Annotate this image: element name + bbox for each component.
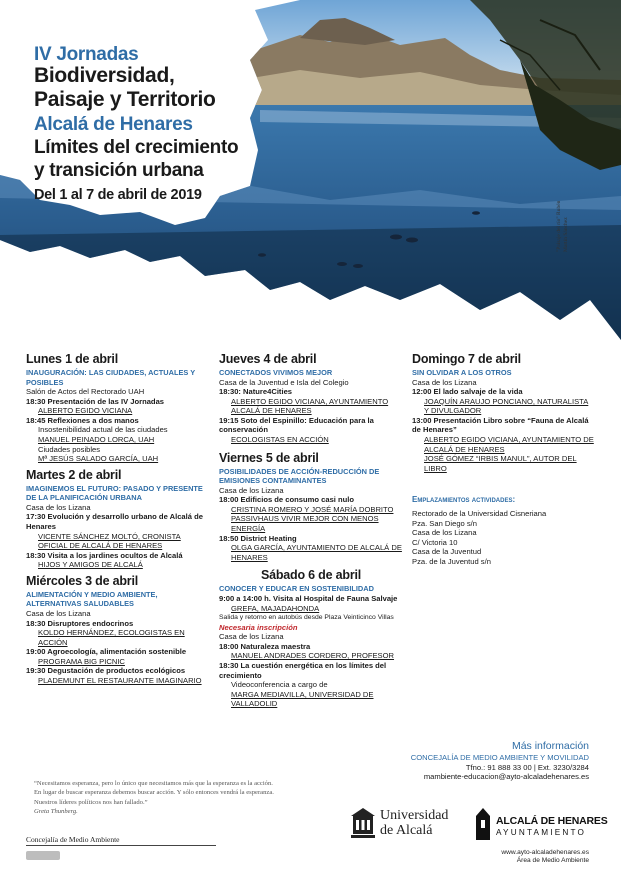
session-subtitle: CONECTADOS VIVIMOS MEJOR bbox=[219, 368, 333, 377]
venue-line: C/ Victoria 10 bbox=[412, 537, 458, 547]
speaker: PLADEMUNT EL RESTAURANTE IMAGINARIO bbox=[38, 676, 202, 686]
more-info-title: Más información bbox=[511, 740, 589, 752]
ayuntamiento-logo bbox=[474, 808, 608, 840]
speaker: MARGA MEDIAVILLA, UNIVERSIDAD DE VALLADOLID bbox=[231, 689, 374, 709]
bus-note: Salida y retorno en autobús desde Plaza Veinticinco Villas bbox=[219, 614, 394, 622]
venue-line: Casa de la Juventud bbox=[412, 547, 482, 557]
event-item: 19:00 Agroecología, alimentación sostenible bbox=[26, 647, 187, 657]
quote-line: “Necesitamos esperanza, pero lo único que necesitamos más que la esperanza es la acción. bbox=[34, 780, 273, 787]
talk-note: Videoconferencia a cargo de bbox=[231, 680, 328, 690]
venue: Casa de la Juventud e Isla del Colegio bbox=[219, 377, 349, 387]
phone-number: Tfno.: 91 888 33 00 | Ext. 3230/3284 bbox=[465, 762, 589, 772]
venue-line: Pza. de la Juventud s/n bbox=[412, 556, 491, 566]
venue-line: Rectorado de la Universidad Cisneriana bbox=[412, 508, 547, 518]
ayto-tower-icon bbox=[474, 808, 492, 840]
footer-web bbox=[501, 849, 589, 866]
event-item: 9:00 a 14:00 h. Visita al Hospital de Fauna Salvaje bbox=[219, 593, 398, 603]
program-column-3 bbox=[412, 352, 594, 567]
speaker: Mª JESÚS SALADO GARCÍA, UAH bbox=[38, 454, 159, 464]
speaker: ECOLOGISTAS EN ACCIÓN bbox=[231, 435, 329, 445]
speaker: HIJOS Y AMIGOS DE ALCALÁ bbox=[38, 560, 143, 570]
quote-block bbox=[34, 779, 364, 817]
email-link[interactable]: mambiente-educacion@ayto-alcaladehenares.es bbox=[423, 772, 589, 781]
event-item: 18:00 Naturaleza maestra bbox=[219, 641, 311, 651]
uah-name-line2: de Alcalá bbox=[380, 823, 433, 838]
universidad-alcala-logo bbox=[350, 806, 468, 842]
venue-line: Pza. San Diego s/n bbox=[412, 518, 478, 528]
event-item: 18:30 Disruptores endocrinos bbox=[26, 618, 134, 628]
speaker: ALBERTO EGIDO VICIANA, AYUNTAMIENTO ALCALÁ DE HENARES bbox=[231, 396, 389, 416]
session-subtitle: SIN OLVIDAR A LOS OTROS bbox=[412, 368, 512, 377]
speaker: CRISTINA ROMERO Y JOSÉ MARÍA DOBRITO PASSIVHAUS VIVIR MEJOR CON MENOS ENERGÍA bbox=[231, 504, 394, 534]
event-item: 18:30 Presentación de las IV Jornadas bbox=[26, 396, 165, 406]
day-heading: Martes 2 de abril bbox=[26, 467, 122, 482]
ayto-subtitle: AYUNTAMIENTO bbox=[496, 828, 587, 837]
speaker: MANUEL ANDRADES CORDERO, PROFESOR bbox=[231, 651, 395, 661]
program-column-1 bbox=[26, 352, 208, 686]
small-logo bbox=[26, 851, 60, 860]
talk-title: Ciudades posibles bbox=[38, 444, 101, 454]
session-subtitle: CONOCER Y EDUCAR EN SOSTENIBILIDAD bbox=[219, 584, 374, 594]
dates-title: Del 1 al 7 de abril de 2019 bbox=[34, 187, 202, 203]
quote-author: Greta Thunberg. bbox=[34, 808, 78, 816]
event-item: 18:30 Visita a los jardines ocultos de Alcalá bbox=[26, 550, 183, 560]
concejalia-label: Concejalía de Medio Ambiente bbox=[26, 835, 216, 846]
venue: Casa de los Lizana bbox=[219, 485, 284, 495]
speaker: PROGRAMA BIG PICNIC bbox=[38, 656, 125, 666]
edition-title: IV Jornadas bbox=[34, 44, 139, 65]
event-item: 19:30 Degustación de productos ecológicos bbox=[26, 666, 186, 676]
city-title: Alcalá de Henares bbox=[34, 114, 193, 135]
venue: Casa de los Lizana bbox=[26, 502, 91, 512]
event-item: 13:00 Presentación Libro sobre “Fauna de Alcalá de Henares” bbox=[412, 415, 589, 435]
theme-title-line2: y transición urbana bbox=[34, 160, 204, 181]
more-info-org: CONCEJALÍA DE MEDIO AMBIENTE Y MOVILIDAD bbox=[410, 753, 589, 762]
session-subtitle: POSIBILIDADES DE ACCIÓN-REDUCCIÓN DE EMISIONES CONTAMINANTES bbox=[219, 466, 380, 486]
event-item: 18:00 Edificios de consumo casi nulo bbox=[219, 495, 355, 505]
speaker: KOLDO HERNÁNDEZ, ECOLOGISTAS EN ACCIÓN bbox=[38, 628, 185, 647]
uah-emblem-icon bbox=[350, 806, 376, 840]
theme-title-line1: Límites del crecimiento bbox=[34, 137, 239, 158]
venue: Casa de los Lizana bbox=[219, 632, 284, 642]
speaker: GREFA, MAJADAHONDA bbox=[231, 603, 320, 613]
speaker: OLGA GARCÍA, AYUNTAMIENTO DE ALCALÁ DE HENARES bbox=[231, 543, 402, 562]
event-item: 17:30 Evolución y desarrollo urbano de Alcalá de Henares bbox=[26, 512, 203, 531]
event-item: 18:30: Nature4Cities bbox=[219, 387, 293, 397]
speaker: ALBERTO EGIDO VICIANA bbox=[38, 406, 133, 416]
session-subtitle: INAUGURACIÓN: LAS CIUDADES, ACTUALES Y POSIBLES bbox=[26, 368, 196, 387]
main-title-line2: Paisaje y Territorio bbox=[34, 88, 216, 111]
main-title-line1: Biodiversidad, bbox=[34, 64, 175, 87]
talk-title: Insostenibilidad actual de las ciudades bbox=[38, 425, 168, 435]
quote-line: En lugar de buscar esperanza debemos buscar acción. Y sólo entonces vendrá la esperanza. bbox=[34, 789, 274, 797]
area-label: Área de Medio Ambiente bbox=[516, 857, 589, 865]
quote-line: Nuestros líderes políticos nos han fallado.” bbox=[34, 798, 148, 806]
speaker: ALBERTO EGIDO VICIANA, AYUNTAMIENTO DE ALCALÁ DE HENARES bbox=[424, 435, 594, 454]
speaker: MANUEL PEINADO LORCA, UAH bbox=[38, 434, 155, 444]
session-subtitle: ALIMENTACIÓN Y MEDIO AMBIENTE, ALTERNATIVAS SALUDABLES bbox=[26, 589, 158, 609]
speaker: VICENTE SÁNCHEZ MOLTÓ, CRONISTA OFICIAL DE ALCALÁ DE HENARES bbox=[38, 531, 181, 551]
session-subtitle: IMAGINEMOS EL FUTURO: PASADO Y PRESENTE DE LA PLANIFICACIÓN URBANA bbox=[26, 483, 203, 503]
ayto-name: ALCALÁ DE HENARES bbox=[496, 815, 608, 827]
venue-line: Casa de los Lizana bbox=[412, 528, 477, 538]
event-item: 19:15 Soto del Espinillo: Educación para la conservación bbox=[219, 415, 374, 435]
speaker: JOSÉ GÓMEZ “IRBIS MANUL”, AUTOR DEL LIBRO bbox=[424, 454, 577, 473]
program-column-2 bbox=[219, 352, 403, 709]
speaker: JOAQUÍN ARAUJO PONCIANO, NATURALISTA Y DIVULGADOR bbox=[424, 396, 589, 416]
day-heading: Viernes 5 de abril bbox=[219, 450, 319, 465]
day-heading: Lunes 1 de abril bbox=[26, 352, 118, 366]
day-heading: Domingo 7 de abril bbox=[412, 352, 521, 366]
website-link[interactable]: www.ayto-alcaladehenares.es bbox=[501, 849, 589, 856]
day-heading: Sábado 6 de abril bbox=[260, 568, 362, 583]
venue: Casa de los Lizana bbox=[412, 377, 477, 387]
venues-title: Emplazamientos actividades: bbox=[412, 495, 516, 505]
venue: Casa de los Lizana bbox=[26, 608, 91, 618]
registration-required: Necesaria inscripción bbox=[219, 622, 298, 632]
more-info bbox=[411, 739, 589, 782]
photo-credit: "Paisaje del río" Rubén Martín Sánchez bbox=[556, 200, 569, 252]
event-item: 18:45 Reflexiones a dos manos bbox=[26, 415, 139, 425]
event-item: 18:30 La cuestión energética en los límites del crecimiento bbox=[219, 661, 387, 680]
day-heading: Miércoles 3 de abril bbox=[26, 573, 139, 588]
event-item: 18:50 District Heating bbox=[219, 533, 297, 543]
day-heading: Jueves 4 de abril bbox=[219, 352, 317, 366]
venue: Salón de Actos del Rectorado UAH bbox=[26, 387, 145, 396]
uah-name-line1: Universidad bbox=[380, 808, 449, 823]
event-item: 12:00 El lado salvaje de la vida bbox=[412, 387, 523, 397]
